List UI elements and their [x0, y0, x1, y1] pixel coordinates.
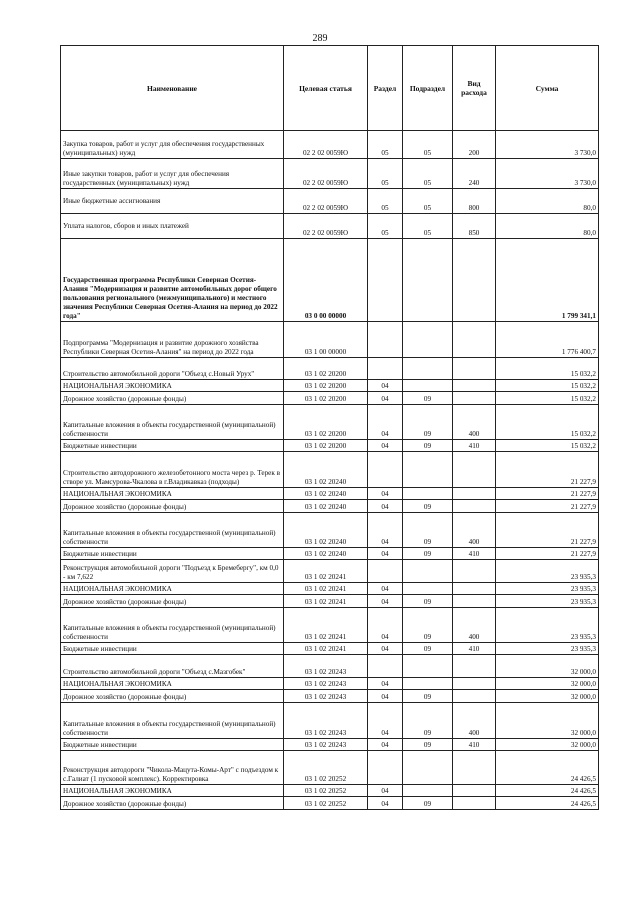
row-name: Государственная программа Республики Северная Осетия-Алания "Модернизация и развитие автомобильных дорог общего пользования регионального (межмуниципального) и местного значения Республики Северная Осетия-Алания на период до 2022 года" — [61, 239, 284, 322]
row-name: Бюджетные инвестиции — [61, 440, 284, 452]
table-row — [61, 703, 599, 739]
row-section: 05 — [368, 131, 403, 159]
row-target: 03 1 02 20200 — [284, 358, 368, 380]
row-target: 03 1 02 20240 — [284, 548, 368, 560]
row-amount: 23 935,3 — [496, 560, 599, 583]
table-row — [61, 678, 599, 690]
table-row — [61, 452, 599, 488]
table-row — [61, 690, 599, 703]
row-section: 04 — [368, 785, 403, 797]
row-expense-type: 400 — [453, 513, 496, 548]
header-target: Целевая статья — [284, 46, 368, 131]
row-name: Реконструкция автодороги "Чикола-Мацута-Комы-Арт" с подъездом к с.Галиат (1 пусковой комплекс). Корректировка — [61, 751, 284, 785]
row-section: 04 — [368, 595, 403, 608]
row-section: 04 — [368, 690, 403, 703]
table-row — [61, 214, 599, 239]
row-amount: 32 000,0 — [496, 655, 599, 678]
row-section — [368, 322, 403, 358]
row-section: 04 — [368, 440, 403, 452]
row-expense-type — [453, 358, 496, 380]
row-subsection: 09 — [403, 500, 453, 513]
row-amount: 23 935,3 — [496, 583, 599, 595]
table-row — [61, 583, 599, 595]
table-row — [61, 785, 599, 797]
row-name: Подпрограмма "Модернизация и развитие дорожного хозяйства Республики Северная Осетия-Алания" на период до 2022 года — [61, 322, 284, 358]
row-name: Строительство автодорожного железобетонного моста через р. Терек в створе ул. Мамсурова-Чкалова в г.Владикавказ (подходы) — [61, 452, 284, 488]
row-expense-type: 400 — [453, 703, 496, 739]
row-section — [368, 560, 403, 583]
row-subsection: 09 — [403, 440, 453, 452]
row-expense-type — [453, 785, 496, 797]
table-row — [61, 358, 599, 380]
row-subsection: 09 — [403, 703, 453, 739]
row-subsection: 05 — [403, 159, 453, 189]
table-row — [61, 548, 599, 560]
row-name: Капитальные вложения в объекты государственной (муниципальной) собственности — [61, 703, 284, 739]
row-expense-type: 400 — [453, 608, 496, 643]
row-name: Капитальные вложения в объекты государственной (муниципальной) собственности — [61, 608, 284, 643]
row-amount: 3 730,0 — [496, 159, 599, 189]
row-expense-type — [453, 583, 496, 595]
row-subsection — [403, 322, 453, 358]
row-name: Дорожное хозяйство (дорожные фонды) — [61, 797, 284, 810]
row-target: 03 1 02 20200 — [284, 380, 368, 392]
row-section: 04 — [368, 583, 403, 595]
row-subsection: 05 — [403, 189, 453, 214]
row-expense-type: 410 — [453, 643, 496, 655]
row-target: 03 1 02 20252 — [284, 797, 368, 810]
table-row — [61, 239, 599, 322]
row-section: 04 — [368, 392, 403, 405]
row-subsection: 09 — [403, 548, 453, 560]
header-expense-type: Вид расхода — [453, 46, 496, 131]
row-amount: 24 426,5 — [496, 785, 599, 797]
table-row — [61, 189, 599, 214]
row-name: Иные закупки товаров, работ и услуг для обеспечения государственных (муниципальных) нужд — [61, 159, 284, 189]
row-name: Дорожное хозяйство (дорожные фонды) — [61, 595, 284, 608]
row-target: 02 2 02 0059Ю — [284, 189, 368, 214]
row-section — [368, 452, 403, 488]
row-expense-type — [453, 560, 496, 583]
row-amount: 1 776 400,7 — [496, 322, 599, 358]
row-amount: 24 426,5 — [496, 751, 599, 785]
row-name: НАЦИОНАЛЬНАЯ ЭКОНОМИКА — [61, 380, 284, 392]
row-section: 05 — [368, 214, 403, 239]
row-name: Бюджетные инвестиции — [61, 739, 284, 751]
page-number: 289 — [312, 33, 328, 44]
row-section — [368, 655, 403, 678]
row-name: Дорожное хозяйство (дорожные фонды) — [61, 690, 284, 703]
row-amount: 21 227,9 — [496, 488, 599, 500]
row-amount: 80,0 — [496, 214, 599, 239]
row-expense-type: 800 — [453, 189, 496, 214]
row-subsection: 09 — [403, 739, 453, 751]
table-row — [61, 751, 599, 785]
table-row — [61, 392, 599, 405]
row-section: 05 — [368, 159, 403, 189]
row-section: 04 — [368, 380, 403, 392]
header-subsection: Подраздел — [403, 46, 453, 131]
table-row — [61, 488, 599, 500]
row-amount: 15 032,2 — [496, 440, 599, 452]
table-row — [61, 513, 599, 548]
row-section: 05 — [368, 189, 403, 214]
row-name: Дорожное хозяйство (дорожные фонды) — [61, 500, 284, 513]
row-subsection — [403, 380, 453, 392]
row-target: 03 1 02 20241 — [284, 583, 368, 595]
table-header-row — [61, 46, 599, 131]
row-amount: 32 000,0 — [496, 739, 599, 751]
row-target: 03 0 00 00000 — [284, 239, 368, 322]
row-amount: 23 935,3 — [496, 643, 599, 655]
row-expense-type — [453, 655, 496, 678]
row-amount: 1 799 341,1 — [496, 239, 599, 322]
table-row — [61, 595, 599, 608]
row-subsection — [403, 678, 453, 690]
row-amount: 24 426,5 — [496, 797, 599, 810]
row-expense-type — [453, 452, 496, 488]
row-amount: 23 935,3 — [496, 595, 599, 608]
row-amount: 3 730,0 — [496, 131, 599, 159]
row-amount: 23 935,3 — [496, 608, 599, 643]
row-subsection: 09 — [403, 595, 453, 608]
row-target: 03 1 02 20241 — [284, 595, 368, 608]
row-name: Капитальные вложения в объекты государственной (муниципальной) собственности — [61, 513, 284, 548]
row-name: Закупка товаров, работ и услуг для обеспечения государственных (муниципальных) нужд — [61, 131, 284, 159]
row-amount: 15 032,2 — [496, 380, 599, 392]
table-row — [61, 655, 599, 678]
row-target: 03 1 02 20241 — [284, 560, 368, 583]
row-subsection: 09 — [403, 405, 453, 440]
row-subsection: 05 — [403, 214, 453, 239]
row-section: 04 — [368, 703, 403, 739]
row-name: Бюджетные инвестиции — [61, 643, 284, 655]
row-name: Бюджетные инвестиции — [61, 548, 284, 560]
row-target: 03 1 02 20243 — [284, 678, 368, 690]
row-expense-type: 400 — [453, 405, 496, 440]
row-subsection — [403, 239, 453, 322]
row-expense-type — [453, 322, 496, 358]
row-name: Строительство автомобильной дороги "Объезд с.Мазгобек" — [61, 655, 284, 678]
table-row — [61, 159, 599, 189]
row-name: Капитальные вложения в объекты государственной (муниципальной) собственности — [61, 405, 284, 440]
table-row — [61, 560, 599, 583]
row-expense-type: 410 — [453, 548, 496, 560]
row-subsection — [403, 560, 453, 583]
row-target: 03 1 02 20240 — [284, 513, 368, 548]
row-target: 03 1 02 20243 — [284, 703, 368, 739]
row-amount: 21 227,9 — [496, 548, 599, 560]
row-target: 03 1 02 20240 — [284, 500, 368, 513]
table-row — [61, 739, 599, 751]
table-row — [61, 131, 599, 159]
row-target: 03 1 00 00000 — [284, 322, 368, 358]
header-amount: Сумма — [496, 46, 599, 131]
row-expense-type — [453, 500, 496, 513]
row-expense-type — [453, 690, 496, 703]
row-section: 04 — [368, 513, 403, 548]
row-amount: 32 000,0 — [496, 678, 599, 690]
row-target: 03 1 02 20240 — [284, 488, 368, 500]
row-target: 03 1 02 20200 — [284, 392, 368, 405]
row-subsection: 09 — [403, 513, 453, 548]
table-row — [61, 405, 599, 440]
row-expense-type — [453, 751, 496, 785]
row-amount: 15 032,2 — [496, 358, 599, 380]
row-expense-type — [453, 380, 496, 392]
row-section: 04 — [368, 488, 403, 500]
row-target: 03 1 02 20200 — [284, 405, 368, 440]
row-section — [368, 239, 403, 322]
row-subsection — [403, 785, 453, 797]
row-expense-type: 850 — [453, 214, 496, 239]
row-name: Уплата налогов, сборов и иных платежей — [61, 214, 284, 239]
row-section: 04 — [368, 643, 403, 655]
row-name: Строительство автомобильной дороги "Объезд с.Новый Урух" — [61, 358, 284, 380]
row-section: 04 — [368, 608, 403, 643]
row-expense-type: 200 — [453, 131, 496, 159]
row-expense-type — [453, 488, 496, 500]
row-subsection — [403, 751, 453, 785]
row-name: НАЦИОНАЛЬНАЯ ЭКОНОМИКА — [61, 583, 284, 595]
row-subsection: 09 — [403, 643, 453, 655]
row-target: 03 1 02 20243 — [284, 690, 368, 703]
row-subsection — [403, 655, 453, 678]
row-target: 03 1 02 20243 — [284, 739, 368, 751]
row-target: 03 1 02 20241 — [284, 608, 368, 643]
row-name: Дорожное хозяйство (дорожные фонды) — [61, 392, 284, 405]
row-amount: 80,0 — [496, 189, 599, 214]
budget-table — [60, 45, 599, 810]
row-expense-type — [453, 595, 496, 608]
header-section: Раздел — [368, 46, 403, 131]
row-expense-type: 410 — [453, 440, 496, 452]
row-target: 03 1 02 20200 — [284, 440, 368, 452]
table-row — [61, 608, 599, 643]
row-subsection — [403, 488, 453, 500]
header-name: Наименование — [61, 46, 284, 131]
row-section — [368, 751, 403, 785]
row-subsection — [403, 358, 453, 380]
row-target: 03 1 02 20243 — [284, 655, 368, 678]
row-amount: 21 227,9 — [496, 452, 599, 488]
row-name: Иные бюджетные ассигнования — [61, 189, 284, 214]
row-target: 02 2 02 0059Ю — [284, 214, 368, 239]
row-subsection: 05 — [403, 131, 453, 159]
row-amount: 15 032,2 — [496, 405, 599, 440]
table-row — [61, 797, 599, 810]
row-section: 04 — [368, 797, 403, 810]
row-subsection — [403, 583, 453, 595]
row-subsection: 09 — [403, 797, 453, 810]
row-target: 03 1 02 20241 — [284, 643, 368, 655]
row-subsection: 09 — [403, 392, 453, 405]
row-name: НАЦИОНАЛЬНАЯ ЭКОНОМИКА — [61, 785, 284, 797]
row-section: 04 — [368, 405, 403, 440]
table-row — [61, 380, 599, 392]
row-section: 04 — [368, 678, 403, 690]
row-expense-type — [453, 239, 496, 322]
row-target: 03 1 02 20252 — [284, 785, 368, 797]
row-subsection: 09 — [403, 690, 453, 703]
row-section: 04 — [368, 548, 403, 560]
row-target: 03 1 02 20240 — [284, 452, 368, 488]
table-row — [61, 322, 599, 358]
row-name: Реконструкция автомобильной дороги "Подъезд к Бремебергу", км 0,0 - км 7,622 — [61, 560, 284, 583]
row-expense-type: 410 — [453, 739, 496, 751]
row-section: 04 — [368, 739, 403, 751]
row-amount: 15 032,2 — [496, 392, 599, 405]
row-section — [368, 358, 403, 380]
row-amount: 32 000,0 — [496, 690, 599, 703]
row-subsection — [403, 452, 453, 488]
row-target: 02 2 02 0059Ю — [284, 159, 368, 189]
row-name: НАЦИОНАЛЬНАЯ ЭКОНОМИКА — [61, 678, 284, 690]
row-section: 04 — [368, 500, 403, 513]
row-target: 03 1 02 20252 — [284, 751, 368, 785]
row-amount: 32 000,0 — [496, 703, 599, 739]
row-expense-type — [453, 392, 496, 405]
row-expense-type — [453, 797, 496, 810]
row-target: 02 2 02 0059Ю — [284, 131, 368, 159]
row-expense-type: 240 — [453, 159, 496, 189]
row-expense-type — [453, 678, 496, 690]
row-name: НАЦИОНАЛЬНАЯ ЭКОНОМИКА — [61, 488, 284, 500]
row-amount: 21 227,9 — [496, 500, 599, 513]
table-row — [61, 643, 599, 655]
row-amount: 21 227,9 — [496, 513, 599, 548]
row-subsection: 09 — [403, 608, 453, 643]
table-row — [61, 440, 599, 452]
table-row — [61, 500, 599, 513]
